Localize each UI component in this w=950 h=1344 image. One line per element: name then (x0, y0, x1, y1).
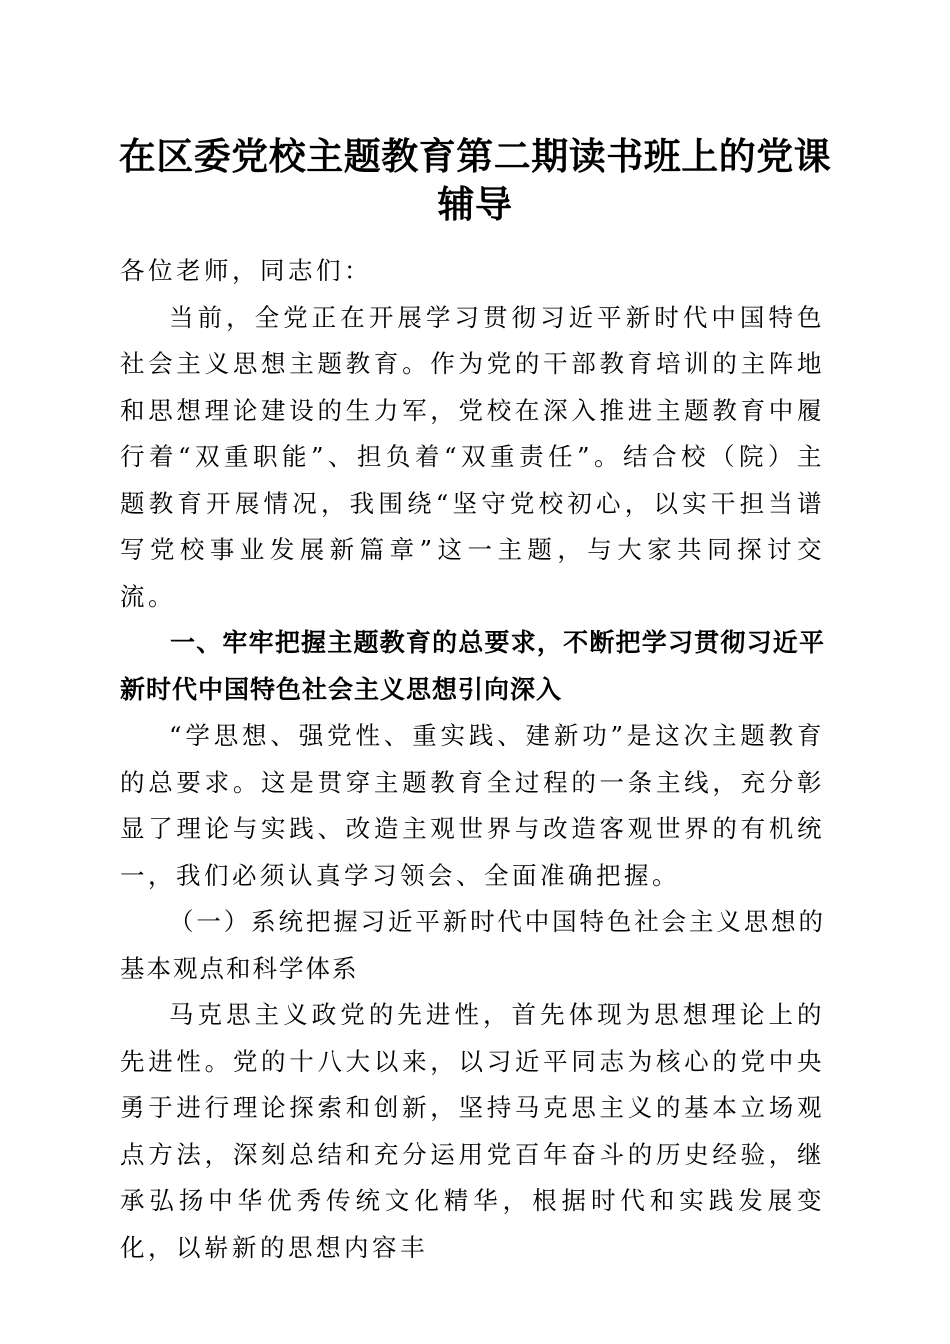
paragraph-3: 马克思主义政党的先进性，首先体现为思想理论上的先进性。党的十八大以来，以习近平同志为核心的党中央勇于进行理论探索和创新，坚持马克思主义的基本立场观点方法，深刻总结和充分运用党百年奋斗的历史经验，继承弘扬中华优秀传统文化精华，根据时代和实践发展变化，以崭新的思想内容丰 (120, 1000, 825, 1262)
document-title: 在区委党校主题教育第二期读书班上的党课辅导 (118, 134, 832, 226)
paragraph-2: “学思想、强党性、重实践、建新功”是这次主题教育的总要求。这是贯穿主题教育全过程的一条主线，充分彰显了理论与实践、改造主观世界与改造客观世界的有机统一，我们必须认真学习领会、全面准确把握。 (120, 721, 825, 890)
section-heading-1: 一、牢牢把握主题教育的总要求，不断把学习贯彻习近平新时代中国特色社会主义思想引向深入 (120, 628, 825, 704)
document-body (120, 248, 825, 1271)
greeting: 各位老师，同志们： (120, 256, 372, 285)
intro-paragraph: 当前，全党正在开展学习贯彻习近平新时代中国特色社会主义思想主题教育。作为党的干部教育培训的主阵地和思想理论建设的生力军，党校在深入推进主题教育中履行着“双重职能”、担负着“双重责任”。结合校（院）主题教育开展情况，我围绕“坚守党校初心，以实干担当谱写党校事业发展新篇章”这一主题，与大家共同探讨交流。 (120, 302, 825, 611)
subsection-heading-1: （一）系统把握习近平新时代中国特色社会主义思想的基本观点和科学体系 (120, 907, 825, 983)
